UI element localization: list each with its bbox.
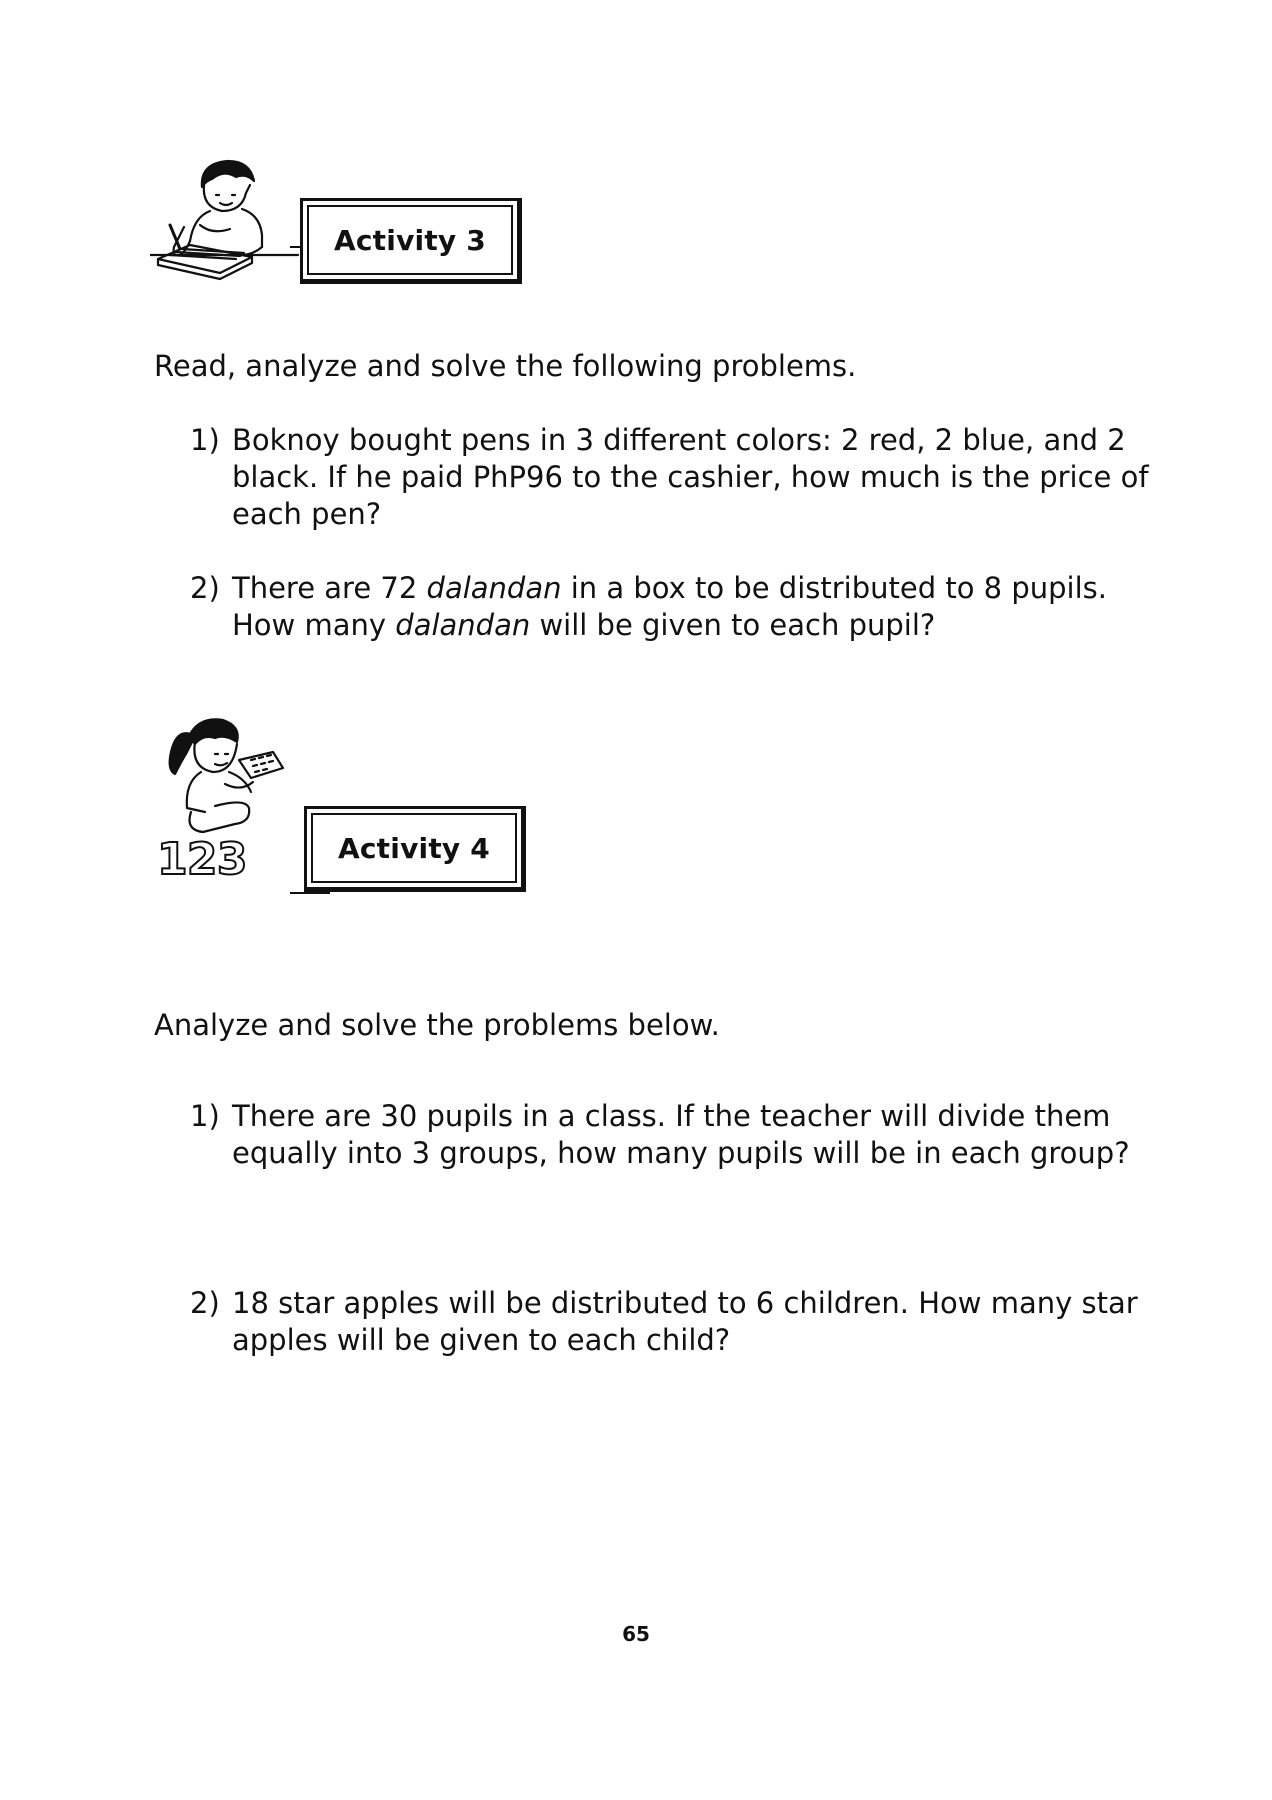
girl-with-calculator-icon	[155, 712, 315, 892]
activity-4-title-box	[304, 806, 526, 892]
problem-text: 18 star apples will be distributed to 6 children. How many star apples will be given to each child?	[232, 1286, 1138, 1357]
activity-4-instruction: Analyze and solve the problems below.	[154, 1008, 720, 1042]
boy-writing-icon	[150, 155, 300, 285]
problem-number: 2)	[190, 1286, 220, 1320]
problem-text: Boknoy bought pens in 3 different colors: 2 red, 2 blue, and 2 black. If he paid PhP96 to the cashier, how much is the price of each pen?	[232, 423, 1149, 531]
problem-text: There are 72 dalandan in a box to be distributed to 8 pupils. How many dalandan will be given to each pupil?	[232, 571, 1107, 642]
activity-4-problem-2	[190, 1285, 1138, 1365]
activity-3-instruction: Read, analyze and solve the following problems.	[154, 349, 857, 383]
activity-3-problem-1	[190, 422, 1149, 537]
page-number: 65	[622, 1622, 650, 1646]
problem-number: 1)	[190, 1099, 220, 1133]
activity-3-title: Activity 3	[307, 205, 513, 275]
illustration-numbers: 1 2 3	[157, 834, 240, 885]
problem-number: 2)	[190, 571, 220, 605]
activity-3-problem-2	[190, 570, 1130, 650]
problem-text: There are 30 pupils in a class. If the teacher will divide them equally into 3 groups, how many pupils will be in each group?	[232, 1099, 1130, 1170]
problem-number: 1)	[190, 423, 220, 457]
activity-4-problem-1	[190, 1098, 1130, 1213]
activity-3-title-box	[300, 198, 522, 284]
activity-4-title: Activity 4	[311, 813, 517, 883]
